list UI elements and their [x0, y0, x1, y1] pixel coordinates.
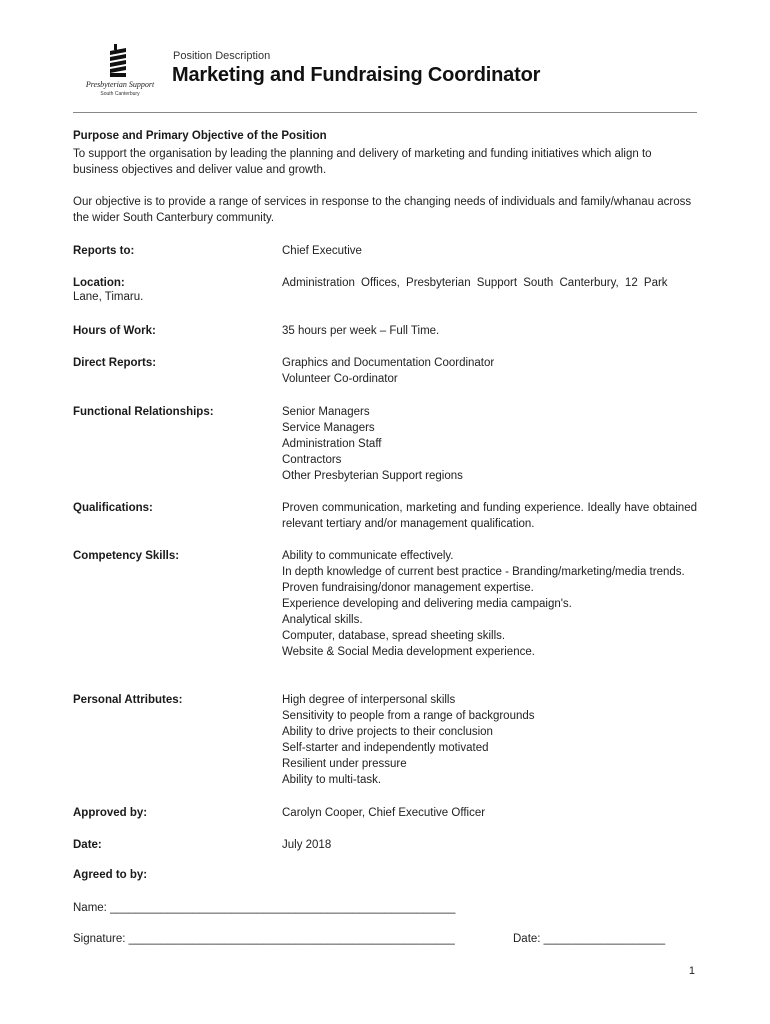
list-item: Self-starter and independently motivated — [282, 742, 489, 754]
organization-logo — [80, 44, 160, 100]
list-item: Experience developing and delivering media campaign's. — [282, 598, 572, 610]
list-item: Senior Managers — [282, 406, 370, 418]
location-continuation: Lane, Timaru. — [73, 291, 144, 303]
field-label: Reports to: — [73, 245, 135, 257]
page-number: 1 — [688, 965, 695, 977]
list-item: Service Managers — [282, 422, 375, 434]
page-title: Marketing and Fundraising Coordinator — [172, 64, 541, 86]
list-item: Contractors — [282, 454, 342, 466]
header-divider — [73, 112, 697, 113]
field-value-list — [282, 548, 697, 660]
list-item: Proven fundraising/donor management expertise. — [282, 582, 534, 594]
field-value: 35 hours per week – Full Time. — [282, 325, 440, 337]
name-signature-line[interactable]: Name: ______________________________________________________ — [73, 902, 456, 914]
logo-name: Presbyterian Support — [85, 80, 155, 89]
field-value: Carolyn Cooper, Chief Executive Officer — [282, 807, 486, 819]
list-item: Administration Staff — [282, 438, 382, 450]
list-item: Website & Social Media development experience. — [282, 646, 535, 658]
list-item: Computer, database, spread sheeting skills. — [282, 630, 506, 642]
list-item: Graphics and Documentation Coordinator — [282, 357, 495, 369]
purpose-heading: Purpose and Primary Objective of the Position — [73, 130, 327, 142]
field-value: Proven communication, marketing and funding experience. Ideally have obtained relevant tertiary and/or management qualification. — [282, 502, 697, 530]
field-label: Qualifications: — [73, 502, 153, 514]
agreed-heading: Agreed to by: — [73, 869, 148, 881]
field-label: Functional Relationships: — [73, 406, 214, 418]
field-label: Personal Attributes: — [73, 694, 183, 706]
field-label: Location: — [73, 277, 125, 289]
field-label: Direct Reports: — [73, 357, 157, 369]
list-item: Volunteer Co-ordinator — [282, 373, 398, 385]
list-item: Ability to multi-task. — [282, 774, 382, 786]
list-item: Resilient under pressure — [282, 758, 407, 770]
signature-line[interactable]: Signature: ___________________________________________________ — [73, 933, 455, 945]
document-type-label: Position Description — [173, 50, 271, 62]
field-label: Competency Skills: — [73, 550, 180, 562]
purpose-paragraph-1: To support the organisation by leading the planning and delivery of marketing and funding initiatives which align to business objectives and deliver value and growth. — [73, 148, 652, 176]
field-label: Date: — [73, 839, 102, 851]
purpose-paragraph-2: Our objective is to provide a range of services in response to the changing needs of individuals and family/whanau across the wider South Canterbury community. — [73, 196, 692, 224]
field-value: Chief Executive — [282, 245, 362, 257]
list-item: Other Presbyterian Support regions — [282, 470, 463, 482]
list-item: High degree of interpersonal skills — [282, 694, 456, 706]
logo-region: South Canterbury — [100, 91, 140, 97]
field-value: Administration Offices, Presbyterian Support South Canterbury, 12 Park — [282, 277, 668, 289]
list-item: Ability to drive projects to their conclusion — [282, 726, 493, 738]
logo-mark-icon — [106, 44, 130, 78]
list-item: Analytical skills. — [282, 614, 363, 626]
list-item: In depth knowledge of current best practice - Branding/marketing/media trends. — [282, 566, 685, 578]
list-item: Sensitivity to people from a range of backgrounds — [282, 710, 535, 722]
date-signature-line[interactable]: Date: ___________________ — [513, 933, 666, 945]
field-label: Approved by: — [73, 807, 148, 819]
field-value-list — [282, 355, 697, 387]
field-value-list — [282, 404, 697, 484]
field-value: July 2018 — [282, 839, 332, 851]
list-item: Ability to communicate effectively. — [282, 550, 454, 562]
field-value-list — [282, 692, 697, 788]
field-label: Hours of Work: — [73, 325, 156, 337]
